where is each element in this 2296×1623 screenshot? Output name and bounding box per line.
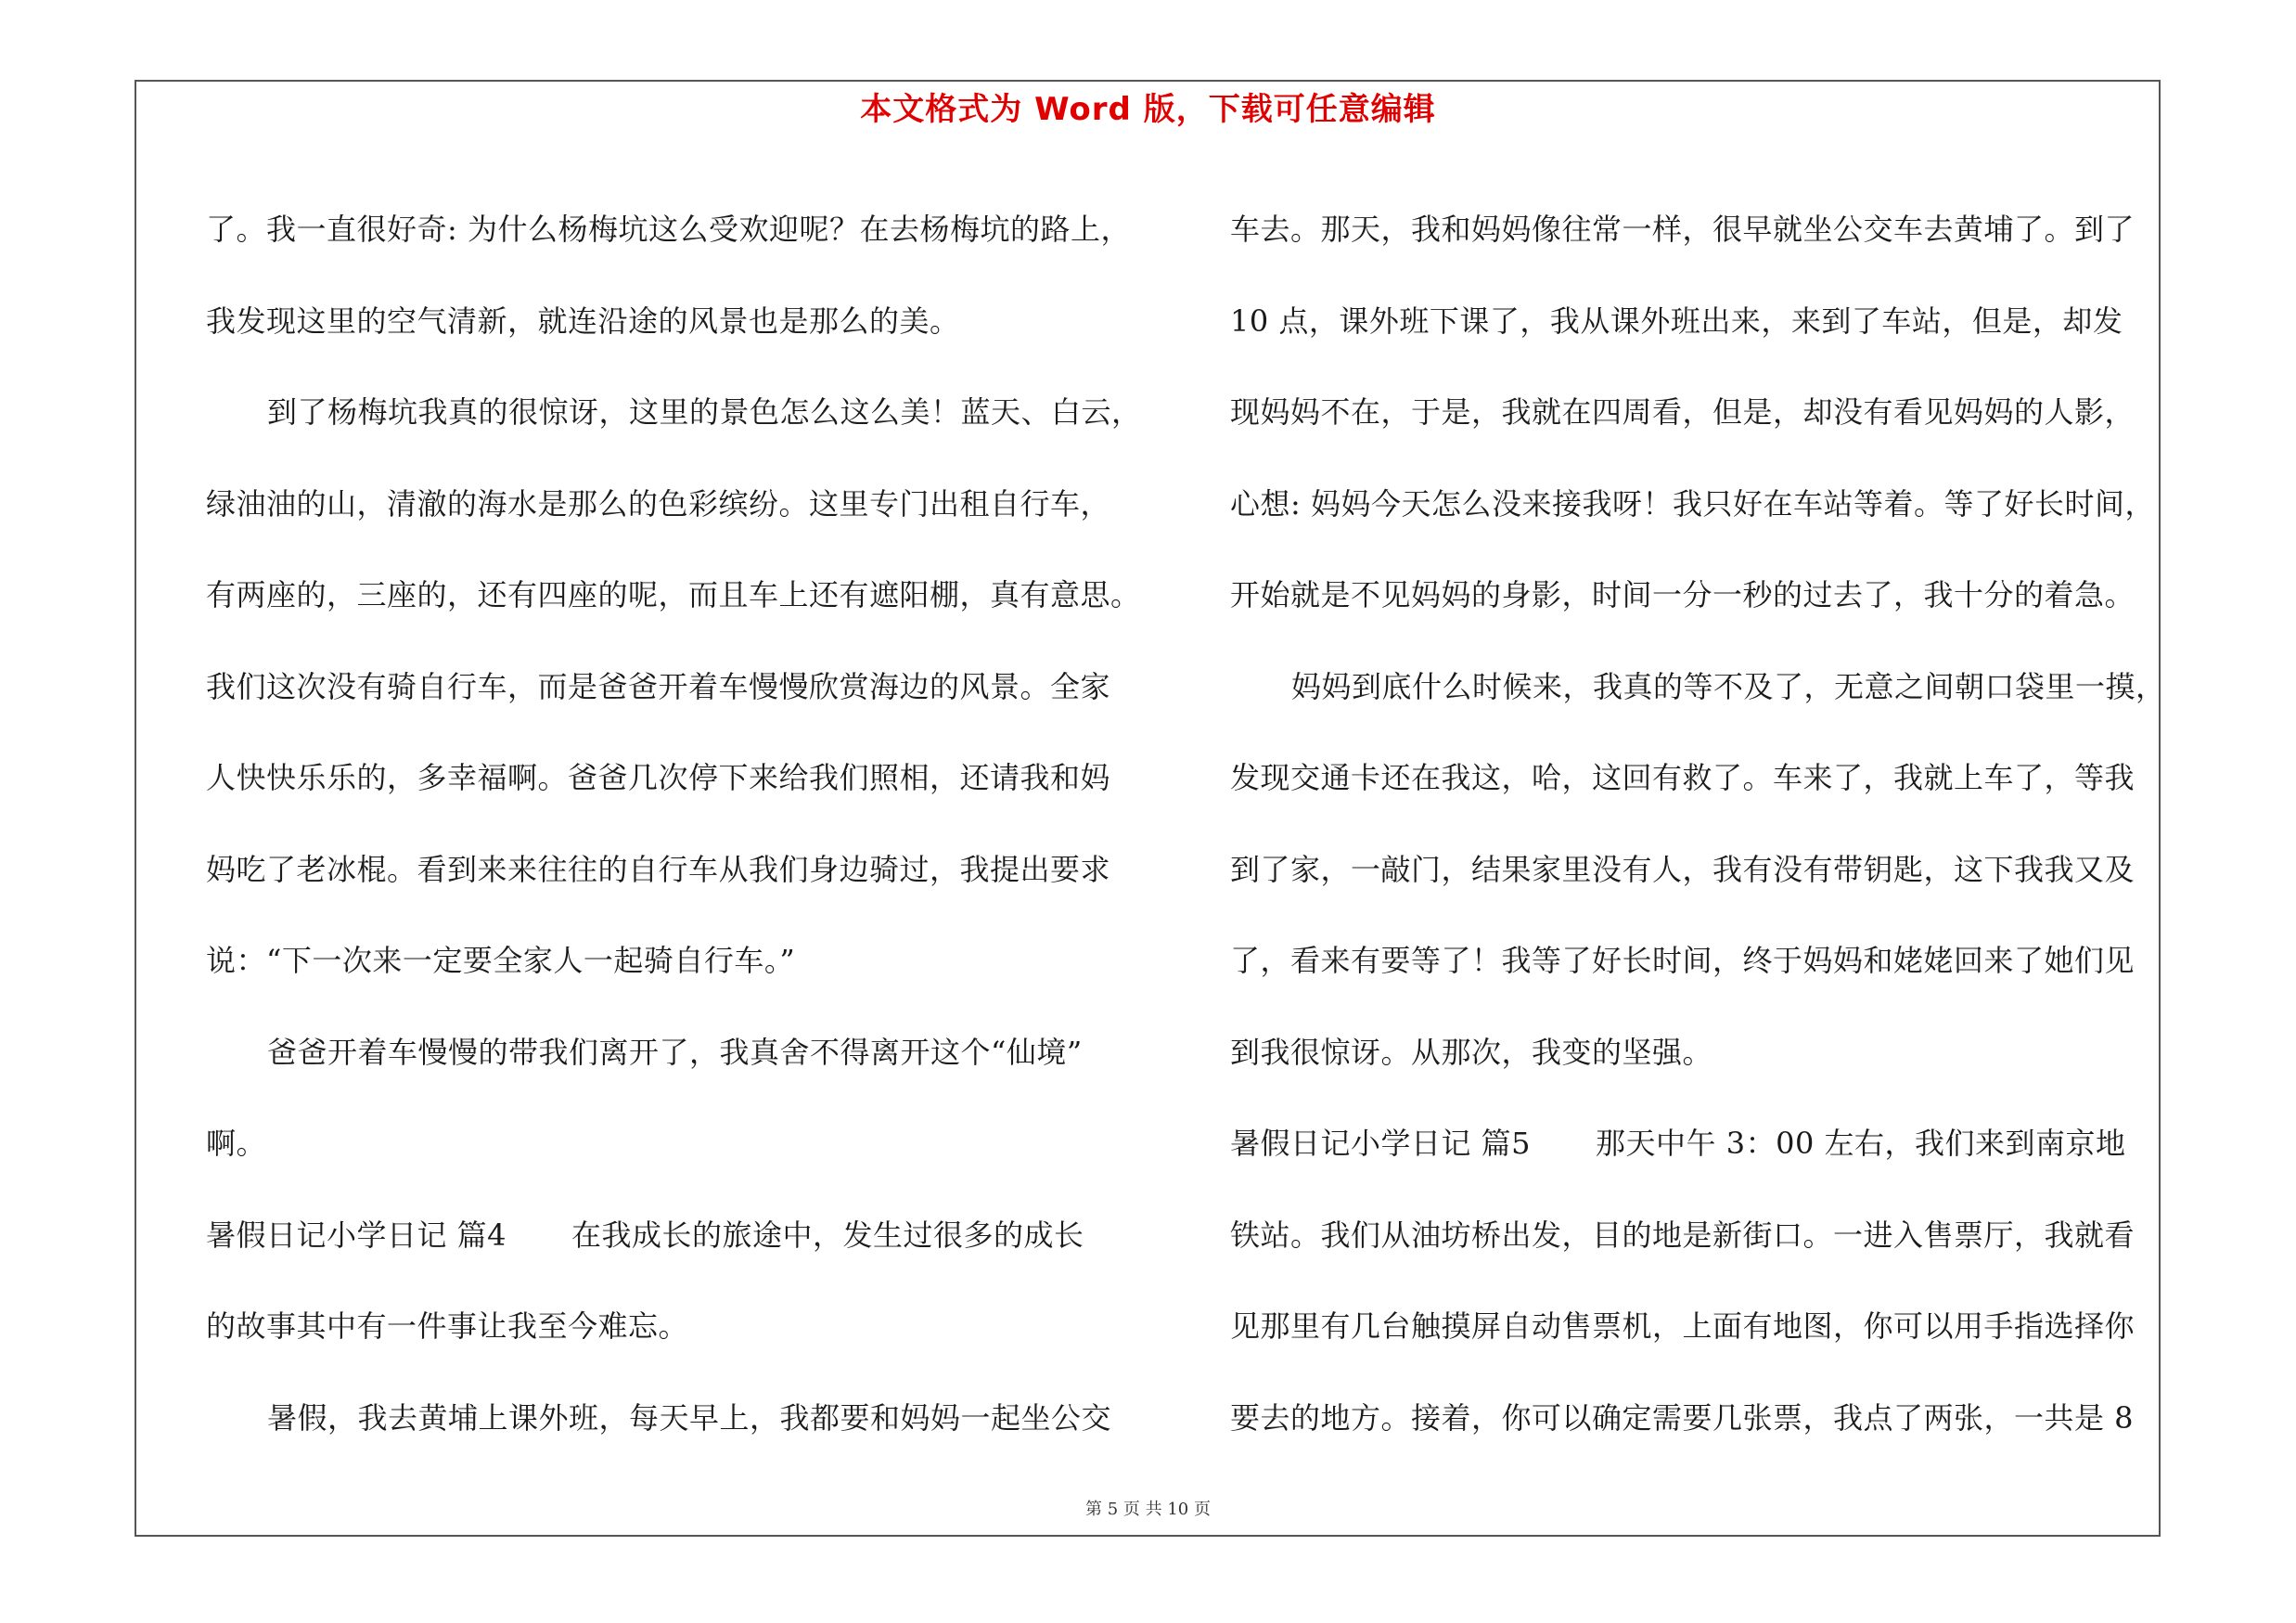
text-line: 啊。 [206,1126,267,1161]
text-line: 了。我一直很好奇: 为什么杨梅坑这么受欢迎呢？在去杨梅坑的路上， [206,212,1131,247]
text-line: 到我很惊讶。从那次，我变的坚强。 [1230,1034,1713,1070]
text-line: 发现交通卡还在我这，哈，这回有救了。车来了，我就上车了，等我 [1230,760,2136,795]
section-heading-line [1230,1098,2167,1190]
text-line: 到了家，一敲门，结果家里没有人，我有没有带钥匙，这下我我又及 [1230,851,2136,887]
text-line: 要去的地方。接着，你可以确定需要几张票，我点了两张，一共是 8 [1230,1399,2135,1436]
text-line: 有两座的，三座的，还有四座的呢，而且车上还有遮阳棚，真有意思。 [206,577,1141,612]
text-line: 暑假，我去黄埔上课外班，每天早上，我都要和妈妈一起坐公交 [267,1399,1112,1436]
text-line: 爸爸开着车慢慢的带我们离开了，我真舍不得离开这个“仙境” [267,1034,1083,1070]
text-line: 开始就是不见妈妈的身影，时间一分一秒的过去了，我十分的着急。 [1230,577,2136,612]
right-text-column [1230,184,2167,1463]
text-line: 铁站。我们从油坊桥出发，目的地是新街口。一进入售票厅，我就看 [1230,1217,2136,1253]
text-line: 妈吃了老冰棍。看到来来往往的自行车从我们身边骑过，我提出要求 [206,851,1111,887]
section-heading-line [206,1190,1143,1282]
text-line: 人快快乐乐的，多幸福啊。爸爸几次停下来给我们照相，还请我和妈 [206,760,1111,795]
page-number-footer: 第 5 页 共 10 页 [1085,1500,1211,1519]
text-line: 现妈妈不在，于是，我就在四周看，但是，却没有看见妈妈的人影， [1230,394,2136,430]
section-heading-lead: 在我成长的旅途中，发生过很多的成长 [571,1217,1084,1253]
text-line: 到了杨梅坑我真的很惊讶，这里的景色怎么这么美！蓝天、白云， [267,394,1142,430]
text-line: 说：“下一次来一定要全家人一起骑自行车。” [206,943,796,978]
text-line: 10 点，课外班下课了，我从课外班出来，来到了车站，但是，却发 [1230,303,2123,339]
section-heading-title: 暑假日记小学日记 篇4 [206,1217,507,1253]
format-banner: 本文格式为 Word 版，下载可任意编辑 [860,91,1436,128]
text-line: 妈妈到底什么时候来，我真的等不及了，无意之间朝口袋里一摸， [1291,668,2166,704]
text-line: 我发现这里的空气清新，就连沿途的风景也是那么的美。 [206,303,960,339]
text-line: 见那里有几台触摸屏自动售票机，上面有地图，你可以用手指选择你 [1230,1308,2136,1344]
text-line: 心想: 妈妈今天怎么没来接我呀！我只好在车站等着。等了好长时间， [1230,485,2155,522]
text-line: 我们这次没有骑自行车，而是爸爸开着车慢慢欣赏海边的风景。全家 [206,668,1111,704]
section-heading-title: 暑假日记小学日记 篇5 [1230,1126,1532,1161]
left-text-column [206,184,1143,1463]
section-heading-lead: 那天中午 3：00 左右，我们来到南京地 [1596,1126,2126,1161]
text-line: 车去。那天，我和妈妈像往常一样，很早就坐公交车去黄埔了。到了 [1230,212,2136,247]
text-line: 了，看来有要等了！我等了好长时间，终于妈妈和姥姥回来了她们见 [1230,943,2136,978]
text-line: 绿油油的山，清澈的海水是那么的色彩缤纷。这里专门出租自行车， [206,485,1111,522]
text-line: 的故事其中有一件事让我至今难忘。 [206,1308,689,1344]
